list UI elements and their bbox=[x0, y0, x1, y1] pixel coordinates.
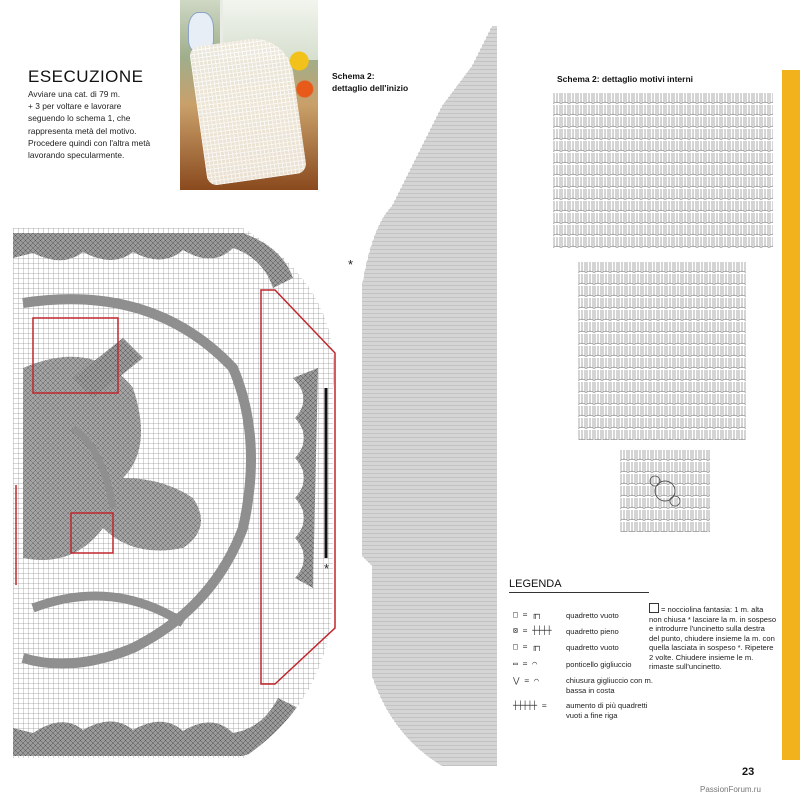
stitch-chart-motifs-middle bbox=[578, 262, 746, 440]
lily-bridge-icon: ▭ = ⌒ bbox=[513, 659, 538, 668]
schema2-motifs-title: Schema 2: dettaglio motivi interni bbox=[557, 74, 694, 84]
execution-line: Avviare una cat. di 79 m. bbox=[28, 89, 121, 99]
stitch-chart-motifs-small bbox=[620, 450, 710, 532]
stitch-chart-motifs-top bbox=[553, 93, 773, 248]
legend-fancy-stitch-text: = nocciolina fantasia: 1 m. alta non chiusa * lasciare la m. in sospeso e introdurre l'uncinetto sulla destra del punto, chiudere insieme la m. con quella lasciata in sospeso *. Ripetere 2 volte. Chiudere insieme le m. rimaste sull'uncinetto. bbox=[649, 605, 777, 671]
legend-label: quadretto pieno bbox=[566, 627, 619, 636]
execution-line: rappresenta metà del motivo. bbox=[28, 125, 137, 136]
filet-chart-schema1 bbox=[13, 228, 343, 758]
lily-close-icon: ⋁ = ⌒ bbox=[513, 676, 539, 685]
photo-flowers bbox=[288, 40, 316, 110]
legend-label: aumento di più quadretti vuoti a fine riga bbox=[566, 701, 648, 720]
chart-asterisk-marker: * bbox=[324, 561, 330, 576]
legend-divider bbox=[509, 592, 649, 593]
legend-label: ponticello gigliuccio bbox=[566, 660, 632, 669]
execution-line: seguendo lo schema 1, che bbox=[28, 113, 131, 124]
empty-square-alt-icon: □ = ╓┐ bbox=[513, 642, 542, 651]
execution-line: lavorando specularmente. bbox=[28, 150, 125, 161]
schema2-start-title-line1: Schema 2: bbox=[332, 71, 375, 81]
schema2-start-title-line2: dettaglio dell'inizio bbox=[332, 83, 409, 93]
accent-strip bbox=[782, 70, 800, 760]
legend-label: quadretto vuoto bbox=[566, 611, 619, 620]
increase-icon: ┼┼┼┼┼ = bbox=[513, 701, 547, 710]
execution-line: + 3 per voltare e lavorare bbox=[28, 101, 122, 112]
watermark: PassionForum.ru bbox=[700, 785, 761, 794]
legend-fancy-stitch bbox=[649, 603, 777, 672]
page-number: 23 bbox=[742, 766, 755, 778]
fancy-stitch-icon bbox=[649, 603, 659, 613]
execution-instructions bbox=[28, 88, 178, 161]
execution-title: ESECUZIONE bbox=[28, 67, 144, 86]
legend-label: chiusura gigliuccio con m. bassa in costa bbox=[566, 676, 653, 695]
stitch-chart-schema2-start bbox=[352, 26, 502, 766]
legend-label: quadretto vuoto bbox=[566, 643, 619, 652]
filled-square-icon: ⊠ = ┼┼┼┼ bbox=[513, 626, 552, 635]
execution-line: Procedere quindi con l'altra metà bbox=[28, 137, 151, 148]
empty-square-icon: □ = ╓┐ bbox=[513, 610, 542, 619]
legend-title: LEGENDA bbox=[509, 578, 562, 590]
photo-lace-table-runner bbox=[180, 0, 318, 190]
chart-asterisk-marker: * bbox=[348, 257, 354, 272]
